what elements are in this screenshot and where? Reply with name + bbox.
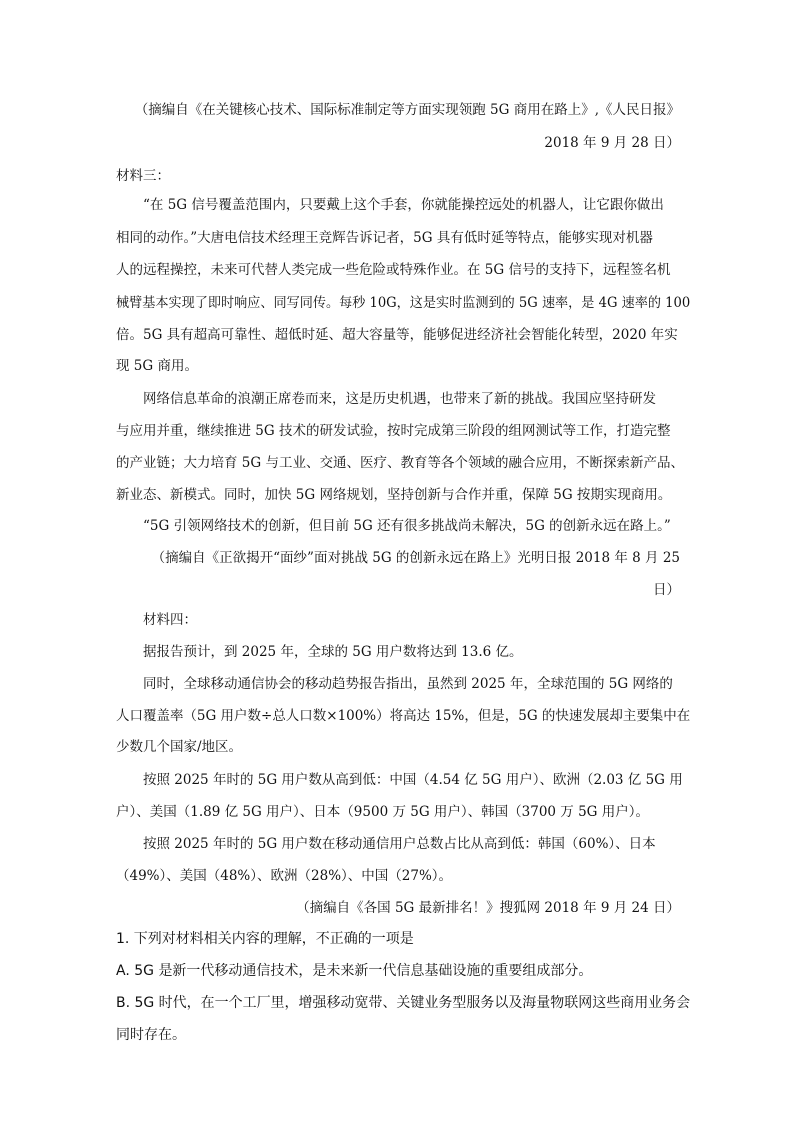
source-citation-2-end: 日） bbox=[653, 582, 680, 598]
material-3-p1-line: 人的远程操控，未来可代替人类完成一些危险或特殊作业。在 5G 信号的支持下，远程签名机 bbox=[116, 262, 671, 278]
material-3-p2-line: 的产业链；大力培育 5G 与工业、交通、医疗、教育等各个领域的融合应用，不断探索新产品、 bbox=[116, 455, 684, 471]
option-b-line: 同时存在。 bbox=[116, 1027, 186, 1043]
material-3-p1-line: 倍。5G 具有超高可靠性、超低时延、超大容量等，能够促进经济社会智能化转型，2020 年实 bbox=[116, 327, 678, 343]
source-citation-1: （摘编自《在关键核心技术、国际标准制定等方面实现领跑 5G 商用在路上》,《人民日报》 bbox=[134, 102, 680, 118]
material-4-p2-line: 少数几个国家/地区。 bbox=[116, 739, 243, 755]
material-4-p1: 据报告预计，到 2025 年，全球的 5G 用户数将达到 13.6 亿。 bbox=[143, 644, 523, 660]
source-citation-2: （摘编自《正欲揭开“面纱”面对挑战 5G 的创新永远在路上》光明日报 2018 年 8 月 25 bbox=[151, 550, 680, 566]
material-3-quote: “5G 引领网络技术的创新，但目前 5G 还有很多挑战尚未解决，5G 的创新永远在路上。” bbox=[143, 518, 671, 534]
question-stem: 1. 下列对材料相关内容的理解，不正确的一项是 bbox=[116, 931, 414, 947]
material-4-p3-line: 户）、美国（1.89 亿 5G 用户）、日本（9500 万 5G 用户）、韩国（3700 万 5G 用户）。 bbox=[116, 804, 650, 820]
source-citation-3: （摘编自《各国 5G 最新排名！》搜狐网 2018 年 9 月 24 日） bbox=[296, 900, 680, 916]
material-3-p2-line: 新业态、新模式。同时，加快 5G 网络规划，坚持创新与合作并重，保障 5G 按期实现商用。 bbox=[116, 487, 672, 503]
material-3-heading: 材料三： bbox=[116, 168, 170, 184]
material-3-p1-line: 相同的动作。”大唐电信技术经理王竞辉告诉记者，5G 具有低时延等特点，能够实现对机器 bbox=[116, 230, 653, 246]
material-3-p1-line: 械臂基本实现了即时响应、同写同传。每秒 10G，这是实时监测到的 5G 速率，是 4G 速率的 100 bbox=[116, 295, 691, 311]
material-4-p4-line: 按照 2025 年时的 5G 用户数在移动通信用户总数占比从高到低：韩国（60%）、日本 bbox=[143, 836, 656, 852]
material-4-p3-line: 按照 2025 年时的 5G 用户数从高到低：中国（4.54 亿 5G 用户）、欧洲（2.03 亿 5G 用 bbox=[143, 772, 683, 788]
material-3-p1-line: 现 5G 商用。 bbox=[116, 358, 198, 374]
material-4-p2-line: 人口覆盖率（5G 用户数÷总人口数×100%）将高达 15%，但是，5G 的快速发展却主要集中在 bbox=[116, 708, 691, 724]
material-3-p1-line: “在 5G 信号覆盖范围内，只要戴上这个手套，你就能操控远处的机器人，让它跟你做出 bbox=[143, 197, 664, 213]
material-3-p2-line: 网络信息革命的浪潮正席卷而来，这是历史机遇，也带来了新的挑战。我国应坚持研发 bbox=[143, 391, 656, 407]
material-4-heading: 材料四： bbox=[143, 612, 197, 628]
material-3-p2-line: 与应用并重，继续推进 5G 技术的研发试验，按时完成第三阶段的组网测试等工作，打造完整 bbox=[116, 423, 671, 439]
source-citation-1-date: 2018 年 9 月 28 日） bbox=[544, 135, 680, 151]
option-a: A. 5G 是新一代移动通信技术，是未来新一代信息基础设施的重要组成部分。 bbox=[116, 963, 593, 979]
material-4-p4-line: （49%）、美国（48%）、欧洲（28%）、中国（27%）。 bbox=[116, 868, 453, 884]
material-4-p2-line: 同时，全球移动通信协会的移动趋势报告指出，虽然到 2025 年，全球范围的 5G 网络的 bbox=[143, 676, 673, 692]
option-b-line: B. 5G 时代，在一个工厂里，增强移动宽带、关键业务型服务以及海量物联网这些商用业务会 bbox=[116, 995, 691, 1011]
